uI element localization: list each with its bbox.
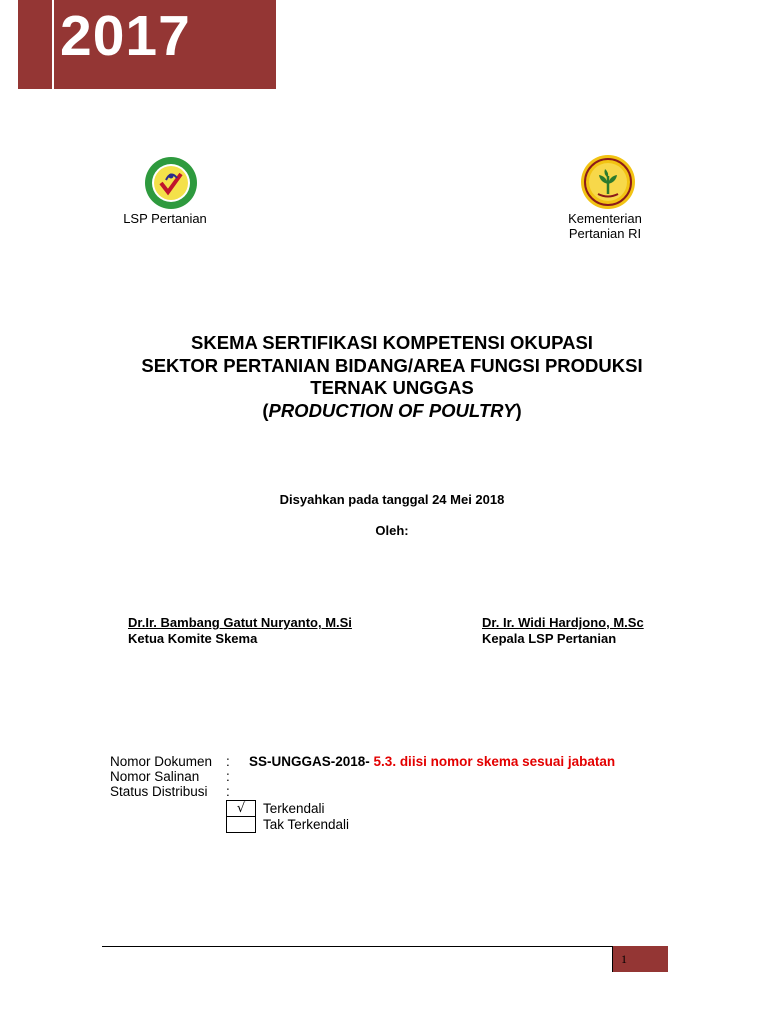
kementerian-label-line2: Pertanian RI — [568, 226, 642, 241]
nomor-dokumen-code: SS-UNGGAS-2018- — [249, 754, 370, 769]
signatory-right-role: Kepala LSP Pertanian — [482, 631, 617, 646]
tak-terkendali-label: Tak Terkendali — [263, 817, 350, 832]
footer-rule — [102, 946, 612, 947]
lsp-pertanian-label: LSP Pertanian — [123, 211, 207, 226]
signatory-right-name: Dr. Ir. Widi Hardjono, M.Sc — [482, 615, 644, 630]
year-band — [18, 0, 276, 89]
status-distribusi-label: Status Distribusi — [110, 784, 208, 799]
page-number: 1 — [621, 952, 627, 966]
approval-date: Disyahkan pada tanggal 24 Mei 2018 — [279, 492, 505, 507]
kementerian-label-line1: Kementerian — [568, 211, 642, 226]
checkbox-terkendali[interactable]: √ — [226, 800, 256, 817]
title-paren-open: ( — [262, 399, 269, 421]
year-label: 2017 — [60, 4, 191, 68]
year-band-divider — [52, 0, 54, 89]
nomor-dokumen-value — [249, 754, 615, 769]
signatory-left-role: Ketua Komite Skema — [128, 631, 258, 646]
lsp-pertanian-logo — [144, 156, 198, 215]
nomor-salinan-label: Nomor Salinan — [110, 769, 200, 784]
kementerian-pertanian-logo — [580, 154, 636, 215]
title-english: PRODUCTION OF POULTRY — [268, 399, 516, 421]
title-paren-close: ) — [515, 399, 522, 421]
document-title — [0, 332, 768, 422]
page-number-box — [612, 946, 668, 972]
title-line-2: SEKTOR PERTANIAN BIDANG/AREA FUNGSI PRODUKSI — [141, 354, 643, 376]
nomor-dokumen-colon: : — [226, 754, 230, 769]
signatory-left-name: Dr.Ir. Bambang Gatut Nuryanto, M.Si — [128, 615, 352, 630]
status-distribusi-colon: : — [226, 784, 230, 799]
nomor-salinan-colon: : — [226, 769, 230, 784]
signatory-right — [482, 615, 644, 647]
kementerian-label — [545, 211, 665, 241]
nomor-dokumen-note: 5.3. diisi nomor skema sesuai jabatan — [369, 754, 616, 769]
title-line-3: TERNAK UNGGAS — [310, 377, 474, 398]
approval-by: Oleh: — [375, 523, 409, 538]
terkendali-label: Terkendali — [263, 801, 325, 816]
title-line-1: SKEMA SERTIFIKASI KOMPETENSI OKUPASI — [191, 332, 593, 353]
checkbox-tak-terkendali[interactable] — [226, 816, 256, 833]
title-line-4 — [0, 400, 768, 423]
signatory-left — [128, 615, 352, 647]
nomor-dokumen-label: Nomor Dokumen — [110, 754, 213, 769]
